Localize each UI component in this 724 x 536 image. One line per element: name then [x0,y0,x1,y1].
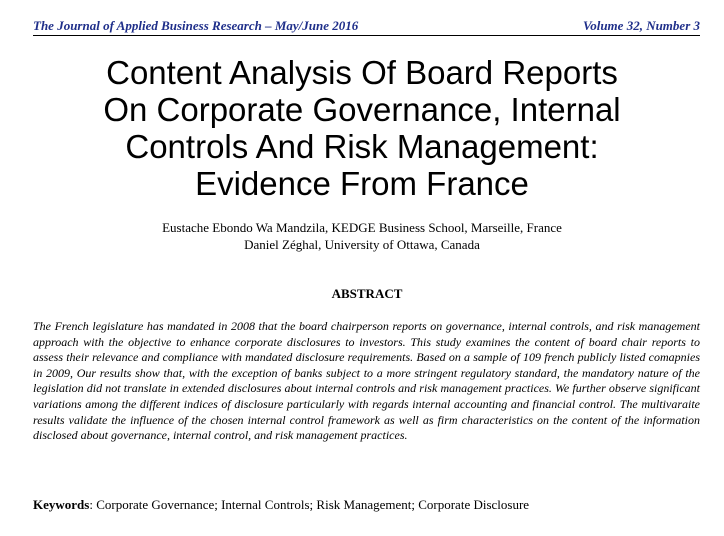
abstract-text: The French legislature has mandated in 2008 that the board chairperson reports on governance, internal controls, and risk management approach with the objective to enhance corporate disclosures to investors. This study examines the content of board chair reports to assess their relevance and compliance with mandated disclosure requirements. Based on a sample of 109 french publicly listed comapnies in 2009, Our results show that, with the exception of banks subject to a more stringent regulatory standard, the mandatory nature of the legislation did not translate in extended disclosures about internal controls and risk management practices. We further observe significant variations among the different indices of disclosure particularly with regards internal accounting and financial control. The multivaraite results validate the influence of the chosen internal control framework as well as firm characteristics on the content of the information disclosed about governance, internal control, and risk management practices. [33,319,700,443]
keywords-text: : Corporate Governance; Internal Controls; Risk Management; Corporate Disclosure [89,497,530,512]
title-line: Content Analysis Of Board Reports [106,54,618,91]
volume-number: Volume 32, Number 3 [582,18,700,33]
abstract-heading: ABSTRACT [331,286,403,301]
author-list [0,219,724,253]
keywords-line [33,497,700,513]
journal-header [33,17,700,36]
keywords-label: Keywords [33,497,90,512]
author-line: Eustache Ebondo Wa Mandzila, KEDGE Business School, Marseille, France [162,220,562,235]
paper-title [0,54,724,202]
journal-name: The Journal of Applied Business Research – May/June 2016 [33,18,359,33]
title-line: On Corporate Governance, Internal [103,91,621,128]
title-line: Controls And Risk Management: [125,128,599,165]
title-line: Evidence From France [195,165,529,202]
author-line: Daniel Zéghal, University of Ottawa, Canada [244,237,480,252]
